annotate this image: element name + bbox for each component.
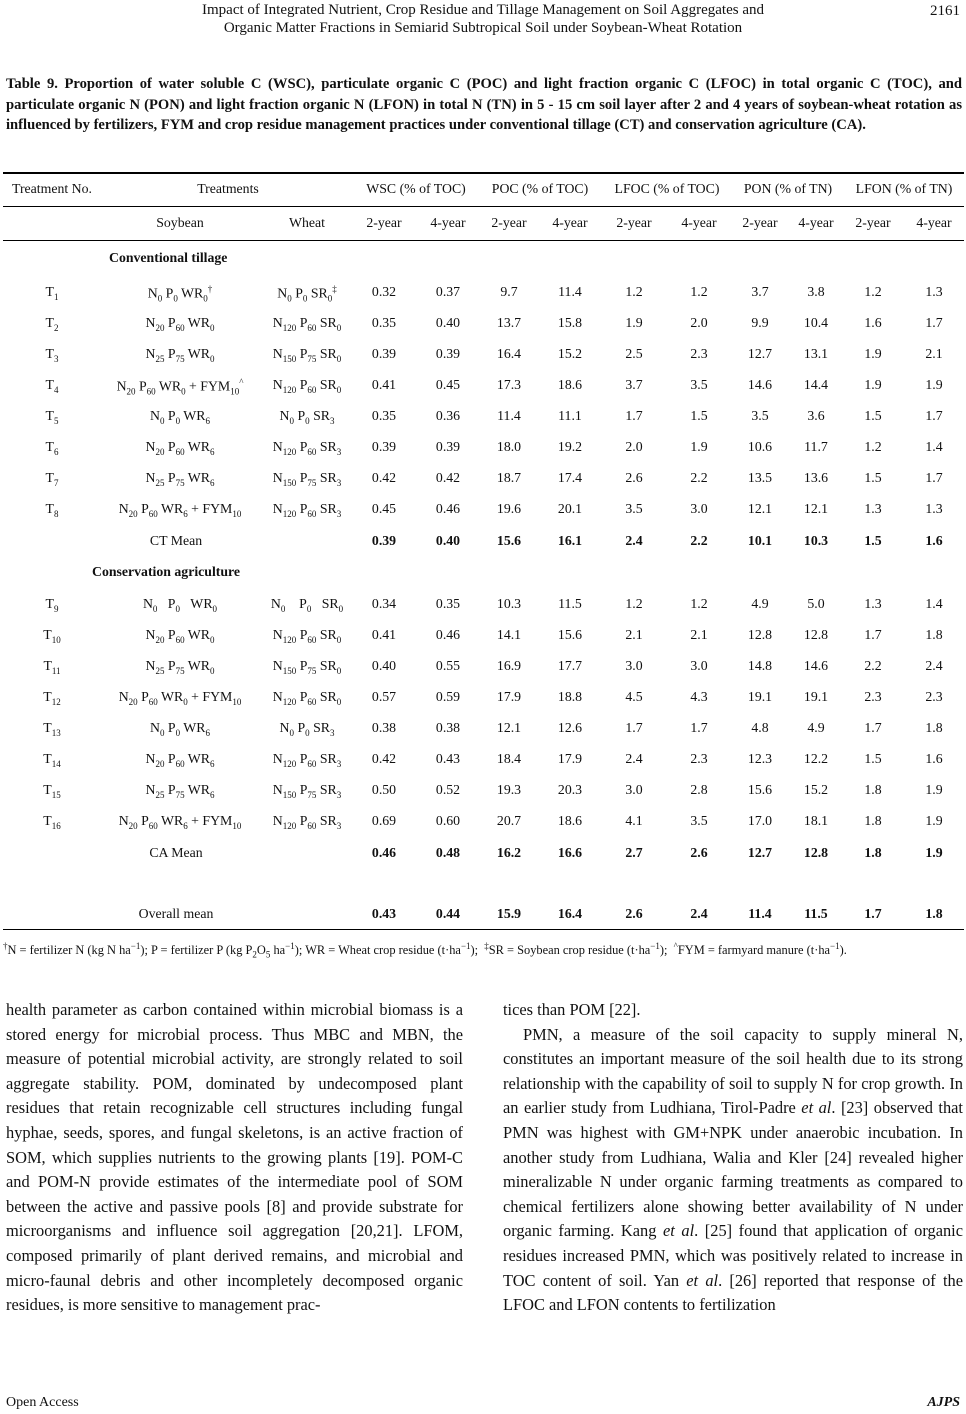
soybean-treatment: $N_{25}$ $P_{75}$ $WR_6$ [145, 782, 215, 800]
overall-mean-cell: 16.4 [557, 906, 583, 921]
wheat-treatment: $N_{150}$ $P_{75}$ $SR_0$ [272, 658, 342, 676]
treatment-no: $T_3$ [45, 346, 59, 364]
subheader-year: 2-year [616, 215, 652, 230]
table-cell: 3.8 [807, 284, 825, 299]
table-cell: 4.9 [751, 596, 769, 611]
table-cell: 18.6 [557, 377, 583, 392]
table-cell: 12.1 [496, 720, 522, 735]
table-cell: 19.1 [803, 689, 829, 704]
footer-journal: AJPS [927, 1395, 960, 1410]
table-cell: 20.7 [496, 813, 522, 828]
table-cell: 12.3 [747, 751, 773, 766]
header-treatments: Treatments [197, 181, 259, 196]
table-cell: 1.8 [925, 720, 943, 735]
soybean-treatment: $N_{20}$ $P_{60}$ $WR_6 + FYM_{10}$ [118, 813, 242, 831]
table-cell: 1.8 [864, 782, 882, 797]
table-cell: 1.7 [864, 627, 882, 642]
table-cell: 1.7 [864, 720, 882, 735]
wheat-treatment: $N_{120}$ $P_{60}$ $SR_3$ [272, 751, 342, 769]
table-cell: 0.39 [371, 439, 397, 454]
table-cell: 17.9 [557, 751, 583, 766]
ct-mean-cell: 2.2 [690, 533, 708, 548]
ca-mean-cell: 0.48 [435, 845, 461, 860]
table-cell: 1.7 [925, 408, 943, 423]
table-cell: 0.43 [435, 751, 461, 766]
table-cell: 1.2 [690, 596, 708, 611]
treatment-no: $T_{13}$ [43, 720, 61, 738]
table-footnote: †N = fertilizer N (kg N $ha^{-1}$); P = fertilizer P (kg $P_2O_5$ $ha^{-1}$); WR = Wheat crop residue $(t\cdot ha^{-1})$; ‡SR = Soybean crop residue $(t\cdot ha^{-1})$; ^FYM = farmyard manure $(t\cdot ha^{-1})$. [3, 941, 847, 960]
table-cell: 2.3 [864, 689, 882, 704]
table-cell: 18.0 [496, 439, 522, 454]
table-cell: 2.1 [625, 627, 643, 642]
running-title-line2: Organic Matter Fractions in Semiarid Subtropical Soil under Soybean-Wheat Rotation [223, 20, 743, 36]
table-cell: 18.1 [803, 813, 829, 828]
header-lfoc: LFOC (% of TOC) [614, 181, 720, 196]
table-cell: 20.3 [557, 782, 583, 797]
table-cell: 1.7 [625, 408, 643, 423]
header-wsc: WSC (% of TOC) [366, 181, 466, 196]
table-cell: 3.5 [690, 377, 708, 392]
table-cell: 1.3 [864, 596, 882, 611]
wheat-treatment: $N_{150}$ $P_{75}$ $SR_3$ [272, 470, 342, 488]
treatment-no: $T_9$ [45, 596, 59, 614]
soybean-treatment: $N_{20}$ $P_{60}$ $WR_0 + FYM_{10}$ [118, 689, 242, 707]
table-cell: 1.5 [690, 408, 708, 423]
table-cell: 0.40 [435, 315, 461, 330]
table-cell: 0.38 [435, 720, 461, 735]
table-cell: 2.5 [625, 346, 643, 361]
soybean-treatment: $N_{20}$ $P_{60}$ $WR_0 + FYM_{10}^{\^{}}$ [116, 377, 244, 397]
running-title-line1: Impact of Integrated Nutrient, Crop Residue and Tillage Management on Soil Aggregates and [202, 2, 764, 18]
table-cell: 0.46 [435, 501, 461, 516]
treatment-no: $T_2$ [45, 315, 59, 333]
overall-mean-cell: 11.4 [748, 906, 772, 921]
wheat-treatment: $N_{150}$ $P_{75}$ $SR_0$ [272, 346, 342, 364]
table-cell: 1.5 [864, 470, 882, 485]
table-cell: 13.7 [496, 315, 522, 330]
table-cell: 17.0 [747, 813, 773, 828]
table-cell: 3.0 [625, 658, 643, 673]
table-cell: 1.2 [625, 596, 643, 611]
table-cell: 0.59 [435, 689, 461, 704]
table-cell: 3.6 [807, 408, 825, 423]
table-cell: 18.4 [496, 751, 522, 766]
table-cell: 16.4 [496, 346, 522, 361]
ca-mean-cell: 1.8 [864, 845, 882, 860]
table-cell: 2.3 [925, 689, 943, 704]
table-cell: 2.3 [690, 346, 708, 361]
subheader-year: 2-year [742, 215, 778, 230]
wheat-treatment: $N_{120}$ $P_{60}$ $SR_3$ [272, 501, 342, 519]
table-cell: 1.5 [864, 751, 882, 766]
table-rule [3, 240, 964, 241]
table-cell: 0.41 [371, 377, 397, 392]
soybean-treatment: $N_{25}$ $P_{75}$ $WR_6$ [145, 470, 215, 488]
subheader-year: 4-year [430, 215, 466, 230]
table-cell: 0.38 [371, 720, 397, 735]
table-cell: 12.8 [747, 627, 773, 642]
table-cell: 0.35 [435, 596, 461, 611]
table-cell: 2.6 [625, 470, 643, 485]
table-cell: 14.1 [496, 627, 522, 642]
table-cell: 0.39 [435, 439, 461, 454]
table-cell: 18.6 [557, 813, 583, 828]
soybean-treatment: $N_{25}$ $P_{75}$ $WR_0$ [145, 658, 215, 676]
overall-mean-cell: 1.7 [864, 906, 882, 921]
table-cell: 1.3 [864, 501, 882, 516]
table-cell: 3.5 [751, 408, 769, 423]
table-cell: 1.2 [690, 284, 708, 299]
table-cell: 2.4 [625, 751, 643, 766]
subheader-year: 2-year [855, 215, 891, 230]
table-cell: 0.55 [435, 658, 461, 673]
table-cell: 1.6 [864, 315, 882, 330]
treatment-no: $T_{12}$ [43, 689, 61, 707]
subheader-year: 4-year [681, 215, 717, 230]
table-cell: 1.9 [925, 377, 943, 392]
ct-mean-cell: 16.1 [557, 533, 583, 548]
wheat-treatment: $N_{120}$ $P_{60}$ $SR_3$ [272, 813, 342, 831]
ca-mean-cell: 2.7 [625, 845, 643, 860]
table-cell: 5.0 [807, 596, 825, 611]
ca-mean-cell: 12.8 [803, 845, 829, 860]
treatment-no: $T_7$ [45, 470, 59, 488]
table-cell: 0.60 [435, 813, 461, 828]
ct-mean-cell: 1.5 [864, 533, 882, 548]
table-cell: 14.6 [803, 658, 829, 673]
table-cell: 19.1 [747, 689, 773, 704]
right-column-paragraph-2: PMN, a measure of the soil capacity to supply mineral N, constitutes an important measure of the soil health due to its strong relationship with the capability of soil to supply N for crop growth. In an earlier study from Ludhiana, Tirol-Padre et al. [23] observed that PMN was highest with GM+NPK under anaerobic incubation. In another study from Ludhiana, Walia and Kler [24] revealed higher mineralizable N under organic farming treatments as compared to chemical fertilizers alone showing better availability of N under organic farming. Kang et al. [25] found that application of organic residues increased PMN, which was positively related to increase in TOC content of soil. Yan et al. [26] reported that response of the LFOC and LFON contents to fertilization [503, 1024, 963, 1315]
table-cell: 0.45 [371, 501, 397, 516]
section-conservation-agriculture: Conservation agriculture [92, 564, 241, 579]
soybean-treatment: $N_0$ $P_0$ $WR_6$ [149, 720, 211, 738]
table-cell: 12.8 [803, 627, 829, 642]
table-cell: 11.4 [497, 408, 521, 423]
table-cell: 3.5 [690, 813, 708, 828]
ct-mean-cell: 2.4 [625, 533, 643, 548]
ct-mean-label: CT Mean [149, 533, 203, 548]
table-cell: 15.6 [747, 782, 773, 797]
overall-mean-label: Overall mean [138, 906, 214, 921]
table-cell: 0.35 [371, 315, 397, 330]
ca-mean-cell: 1.9 [925, 845, 943, 860]
table-cell: 1.7 [690, 720, 708, 735]
table-cell: 17.7 [557, 658, 583, 673]
table-cell: 0.46 [435, 627, 461, 642]
overall-mean-cell: 15.9 [496, 906, 522, 921]
wheat-treatment: $N_{120}$ $P_{60}$ $SR_0$ [272, 315, 342, 333]
table-cell: 2.2 [864, 658, 882, 673]
table-cell: 1.9 [864, 346, 882, 361]
ct-mean-cell: 0.40 [435, 533, 461, 548]
table-cell: 0.69 [371, 813, 397, 828]
table-cell: 17.9 [496, 689, 522, 704]
table-cell: 4.3 [690, 689, 708, 704]
treatment-no: $T_5$ [45, 408, 59, 426]
table-cell: 2.1 [690, 627, 708, 642]
wheat-treatment: $N_0$ $P_0$ $SR_0^\ddagger$ [277, 284, 337, 304]
table-cell: 19.2 [557, 439, 583, 454]
table-cell: 12.1 [803, 501, 829, 516]
table-cell: 3.7 [625, 377, 643, 392]
soybean-treatment: $N_0$ $P_0$ $WR_0$ [142, 596, 218, 614]
table-rule [3, 172, 964, 174]
table-rule [3, 929, 964, 930]
table-cell: 1.5 [864, 408, 882, 423]
soybean-treatment: $N_0$ $P_0$ $WR_0^\dagger$ [147, 284, 213, 304]
subheader-year: 4-year [552, 215, 588, 230]
table-cell: 4.1 [625, 813, 643, 828]
page-number: 2161 [930, 3, 960, 19]
table-cell: 0.39 [371, 346, 397, 361]
table-cell: 16.9 [496, 658, 522, 673]
overall-mean-cell: 2.6 [625, 906, 643, 921]
table-cell: 3.5 [625, 501, 643, 516]
table-cell: 3.0 [690, 501, 708, 516]
ca-mean-cell: 12.7 [747, 845, 773, 860]
subheader-year: 4-year [798, 215, 834, 230]
subheader-year: 4-year [916, 215, 952, 230]
table-cell: 1.7 [625, 720, 643, 735]
table-cell: 17.4 [557, 470, 583, 485]
section-conventional-tillage: Conventional tillage [109, 250, 228, 265]
table-cell: 4.8 [751, 720, 769, 735]
table-rule [3, 206, 964, 207]
subheader-wheat: Wheat [288, 215, 325, 230]
table-cell: 2.1 [925, 346, 943, 361]
overall-mean-cell: 11.5 [804, 906, 828, 921]
table-cell: 9.9 [751, 315, 769, 330]
soybean-treatment: $N_0$ $P_0$ $WR_6$ [149, 408, 211, 426]
ct-mean-cell: 10.1 [747, 533, 773, 548]
table-cell: 10.3 [496, 596, 522, 611]
table-cell: 14.8 [747, 658, 773, 673]
wheat-treatment: $N_0$ $P_0$ $SR_3$ [279, 720, 335, 738]
table-cell: 1.3 [925, 501, 943, 516]
table-cell: 15.2 [803, 782, 829, 797]
table-cell: 4.9 [807, 720, 825, 735]
table-cell: 0.42 [371, 470, 397, 485]
ca-mean-cell: 16.6 [557, 845, 583, 860]
table-cell: 1.2 [625, 284, 643, 299]
table-cell: 1.2 [864, 284, 882, 299]
table-cell: 1.7 [925, 315, 943, 330]
table-cell: 9.7 [500, 284, 518, 299]
table-cell: 1.9 [864, 377, 882, 392]
soybean-treatment: $N_{20}$ $P_{60}$ $WR_0$ [145, 315, 215, 333]
table-cell: 18.8 [557, 689, 583, 704]
treatment-no: $T_{14}$ [43, 751, 61, 769]
table-cell: 1.7 [925, 470, 943, 485]
header-poc: POC (% of TOC) [491, 181, 589, 196]
soybean-treatment: $N_{25}$ $P_{75}$ $WR_0$ [145, 346, 215, 364]
treatment-no: $T_{10}$ [43, 627, 61, 645]
table-cell: 0.50 [371, 782, 397, 797]
table-cell: 12.7 [747, 346, 773, 361]
table-cell: 0.37 [435, 284, 461, 299]
table-cell: 1.9 [690, 439, 708, 454]
table-cell: 2.4 [925, 658, 943, 673]
table-cell: 2.3 [690, 751, 708, 766]
table-cell: 10.6 [747, 439, 773, 454]
header-lfon: LFON (% of TN) [855, 181, 953, 196]
treatment-no: $T_6$ [45, 439, 59, 457]
table-cell: 19.3 [496, 782, 522, 797]
table-cell: 0.42 [371, 751, 397, 766]
table-cell: 3.0 [690, 658, 708, 673]
table-cell: 12.6 [557, 720, 583, 735]
table-cell: 0.52 [435, 782, 461, 797]
table-cell: 0.41 [371, 627, 397, 642]
table-cell: 2.2 [690, 470, 708, 485]
wheat-treatment: $N_{120}$ $P_{60}$ $SR_3$ [272, 439, 342, 457]
right-column-paragraph-1: tices than POM [22]. [503, 1000, 641, 1019]
footer-open-access: Open Access [6, 1395, 79, 1410]
table-cell: 13.6 [803, 470, 829, 485]
table-cell: 13.5 [747, 470, 773, 485]
wheat-treatment: $N_{120}$ $P_{60}$ $SR_0$ [272, 627, 342, 645]
table-cell: 0.34 [371, 596, 397, 611]
table-cell: 15.2 [557, 346, 583, 361]
left-column-paragraph: health parameter as carbon contained within microbial biomass is a stored energy for microbial process. Thus MBC and MBN, the measure of potential microbial activity, are strongly related to soil aggregate stability. POM, dominated by undecomposed plant residues that retain recognizable cell structures including fungal hyphae, seeds, spores, and fungal skeletons, is an active fraction of SOM, which supplies nutrients to the growing plants [19]. POM-C and POM-N provide estimates of the intermediate pool of SOM between the active and passive pools [8] and provide substrate for microorganisms and influence soil aggregation [20,21]. LFOM, composed primarily of plant derived remains, and microbial and micro-faunal debris and other incompletely decomposed organic residues, is more sensitive to management prac- [6, 1000, 463, 1315]
treatment-no: $T_8$ [45, 501, 59, 519]
overall-mean-cell: 0.44 [435, 906, 461, 921]
subheader-soybean: Soybean [156, 215, 204, 230]
table-cell: 1.3 [925, 284, 943, 299]
table-cell: 11.5 [558, 596, 582, 611]
table-caption: Table 9. Proportion of water soluble C (WSC), particulate organic C (POC) and light fraction organic C (LFOC) in total organic C (TOC), and particulate organic N (PON) and light fraction organic N (LFON) in total N (TN) in 5 - 15 cm soil layer after 2 and 4 years of soybean-wheat rotation as influenced by fertilizers, FYM and crop residue management practices under conventional tillage (CT) and conservation agriculture (CA). [6, 76, 962, 134]
treatment-no: $T_4$ [45, 377, 59, 395]
table-cell: 14.6 [747, 377, 773, 392]
table-cell: 1.8 [864, 813, 882, 828]
treatment-no: $T_1$ [45, 284, 59, 302]
wheat-treatment: $N_0$ $P_0$ $SR_3$ [279, 408, 335, 426]
table-cell: 2.0 [690, 315, 708, 330]
soybean-treatment: $N_{20}$ $P_{60}$ $WR_0$ [145, 627, 215, 645]
table-cell: 3.0 [625, 782, 643, 797]
wheat-treatment: $N_{150}$ $P_{75}$ $SR_3$ [272, 782, 342, 800]
overall-mean-cell: 1.8 [925, 906, 943, 921]
table-cell: 1.4 [925, 439, 943, 454]
wheat-treatment: $N_{120}$ $P_{60}$ $SR_0$ [272, 377, 342, 395]
table-cell: 0.35 [371, 408, 397, 423]
ca-mean-label: CA Mean [149, 845, 203, 860]
table-cell: 0.57 [371, 689, 397, 704]
table-cell: 1.8 [925, 627, 943, 642]
table-cell: 13.1 [803, 346, 829, 361]
table-cell: 11.1 [558, 408, 582, 423]
table-cell: 12.2 [803, 751, 829, 766]
treatment-no: $T_{15}$ [43, 782, 61, 800]
ca-mean-cell: 16.2 [496, 845, 522, 860]
table-cell: 12.1 [747, 501, 773, 516]
table-cell: 11.7 [804, 439, 828, 454]
overall-mean-cell: 2.4 [690, 906, 708, 921]
table-cell: 20.1 [557, 501, 583, 516]
subheader-year: 2-year [366, 215, 402, 230]
right-column [503, 998, 963, 1318]
table-cell: 17.3 [496, 377, 522, 392]
table-cell: 15.6 [557, 627, 583, 642]
table-cell: 18.7 [496, 470, 522, 485]
ca-mean-cell: 0.46 [371, 845, 397, 860]
table-cell: 3.7 [751, 284, 769, 299]
table-cell: 0.39 [435, 346, 461, 361]
table-cell: 0.32 [371, 284, 397, 299]
table-cell: 4.5 [625, 689, 643, 704]
left-column [6, 998, 463, 1318]
treatment-no: $T_{11}$ [43, 658, 61, 676]
table-cell: 2.8 [690, 782, 708, 797]
ct-mean-cell: 15.6 [496, 533, 522, 548]
ct-mean-cell: 1.6 [925, 533, 943, 548]
ct-mean-cell: 0.39 [371, 533, 397, 548]
header-treatment-no: Treatment No. [12, 181, 92, 196]
table-cell: 19.6 [496, 501, 522, 516]
table-cell: 1.6 [925, 751, 943, 766]
ct-mean-cell: 10.3 [803, 533, 829, 548]
table-cell: 1.2 [864, 439, 882, 454]
table-cell: 15.8 [557, 315, 583, 330]
table-cell: 0.45 [435, 377, 461, 392]
table-cell: 0.40 [371, 658, 397, 673]
table-cell: 11.4 [558, 284, 582, 299]
overall-mean-cell: 0.43 [371, 906, 397, 921]
table-cell: 1.9 [925, 782, 943, 797]
table-cell: 0.42 [435, 470, 461, 485]
soybean-treatment: $N_{20}$ $P_{60}$ $WR_6$ [145, 751, 215, 769]
table-cell: 0.36 [435, 408, 461, 423]
table-cell: 14.4 [803, 377, 829, 392]
table-cell: 10.4 [803, 315, 829, 330]
ca-mean-cell: 2.6 [690, 845, 708, 860]
soybean-treatment: $N_{20}$ $P_{60}$ $WR_6$ [145, 439, 215, 457]
subheader-year: 2-year [491, 215, 527, 230]
soybean-treatment: $N_{20}$ $P_{60}$ $WR_6 + FYM_{10}$ [118, 501, 242, 519]
treatment-no: $T_{16}$ [43, 813, 61, 831]
wheat-treatment: $N_{120}$ $P_{60}$ $SR_0$ [272, 689, 342, 707]
table-cell: 1.9 [925, 813, 943, 828]
table-cell: 1.9 [625, 315, 643, 330]
table-cell: 2.0 [625, 439, 643, 454]
header-pon: PON (% of TN) [743, 181, 833, 196]
table-cell: 1.4 [925, 596, 943, 611]
wheat-treatment: $N_0$ $P_0$ $SR_0$ [270, 596, 344, 614]
